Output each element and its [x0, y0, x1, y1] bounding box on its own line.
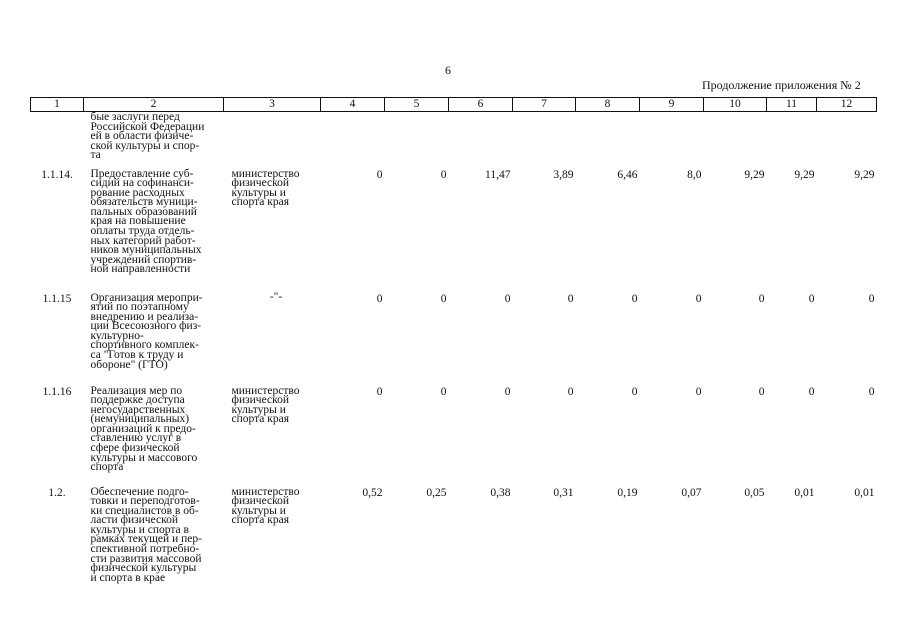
row-description: Реализация мер по поддержке доступа негосударственных (немуниципальных) организаций к предо- ставлению услуг в сфере физической культуры и массового спорта [90, 384, 198, 474]
row-value: 0,07 [681, 486, 702, 499]
column-header: 2 [84, 98, 224, 112]
appendix-continuation-label: Продолжение приложения № 2 [702, 78, 861, 92]
column-header: 3 [224, 98, 321, 112]
row-value [817, 112, 877, 167]
row-value [767, 112, 817, 167]
row-value: 0,19 [617, 486, 638, 499]
row-value: 0 [758, 292, 765, 305]
column-header: 12 [817, 98, 877, 112]
row-value: 0,01 [854, 486, 875, 499]
row-value [321, 112, 385, 167]
row-value: 0,52 [362, 486, 383, 499]
column-header: 6 [449, 98, 513, 112]
row-value [704, 112, 767, 167]
row-value: 0 [631, 292, 638, 305]
row-value: 0 [868, 292, 875, 305]
row-value: 0 [868, 385, 875, 398]
row-value: 0 [567, 292, 574, 305]
column-header: 10 [704, 98, 767, 112]
row-description: Обеспечение подго- товки и переподготов- ки специалистов в об- ласти физической культуры и спорта в рамках текущей и пер- спективной потребно- сти развития массовой физической культуры и спорта в крае [90, 485, 202, 584]
row-value: 0 [567, 385, 574, 398]
row-value: 0 [376, 168, 383, 181]
row-value: 6,46 [617, 168, 638, 181]
appendix-table [30, 97, 877, 600]
row-value [449, 112, 513, 167]
row-executor: -"- [269, 290, 283, 303]
table-row [31, 384, 877, 485]
row-id: 1.1.16 [42, 385, 72, 398]
row-executor: министерство физической культуры и спорта края [231, 167, 300, 209]
row-value: 0,05 [744, 486, 765, 499]
row-value: 9,29 [794, 168, 815, 181]
column-header: 1 [31, 98, 84, 112]
page-number: 6 [445, 63, 451, 77]
row-value: 0,25 [426, 486, 447, 499]
row-executor: министерство физической культуры и спорта края [231, 384, 300, 426]
row-id: 1.1.15 [42, 292, 72, 305]
column-header: 4 [321, 98, 385, 112]
row-value: 0,01 [794, 486, 815, 499]
row-value: 0 [695, 292, 702, 305]
table-row [31, 167, 877, 291]
row-value: 0 [504, 385, 511, 398]
row-value: 0 [376, 385, 383, 398]
column-header: 9 [640, 98, 704, 112]
row-value: 0 [440, 292, 447, 305]
row-value: 0,31 [553, 486, 574, 499]
row-id: 1.1.14. [41, 168, 73, 181]
row-value [385, 112, 449, 167]
table-row [31, 485, 877, 600]
row-value: 0 [808, 385, 815, 398]
row-value: 0 [758, 385, 765, 398]
row-value: 0 [631, 385, 638, 398]
column-header: 11 [767, 98, 817, 112]
row-value: 9,29 [744, 168, 765, 181]
row-value: 0 [440, 168, 447, 181]
row-value: 0 [504, 292, 511, 305]
table-row [31, 112, 877, 167]
row-id [31, 112, 84, 167]
column-number-header [31, 98, 877, 112]
row-description: бые заслуги перед Российской Федерации ей в области физиче- ской культуры и спор- та [90, 111, 205, 162]
row-value: 9,29 [854, 168, 875, 181]
row-executor: министерство физической культуры и спорта края [231, 485, 300, 527]
row-id: 1.2. [48, 486, 66, 499]
row-value: 0 [695, 385, 702, 398]
row-value: 3,89 [553, 168, 574, 181]
row-value: 0 [440, 385, 447, 398]
row-value: 0,38 [490, 486, 511, 499]
row-description: Предоставление суб- сидий на софинанси- рование расходных обязательств муници- пальных образований края на повышение оплаты труда отдель- ных категорий работ- ников муниципальных учреждений спортив- ной направленности [90, 167, 202, 276]
row-value [576, 112, 640, 167]
column-header: 7 [513, 98, 576, 112]
row-value: 8,0 [687, 168, 702, 181]
column-header: 5 [385, 98, 449, 112]
row-value: 0 [376, 292, 383, 305]
row-value: 0 [808, 292, 815, 305]
column-header: 8 [576, 98, 640, 112]
row-description: Организация меропри- ятий по поэтапному внедрению и реализа- ции Всесоюзного физ- культурно- спортивного комплек- са "Готов к труду и обороне" (ГТО) [90, 291, 203, 371]
row-executor [224, 112, 321, 167]
row-value: 11,47 [485, 168, 511, 181]
row-value [640, 112, 704, 167]
row-value [513, 112, 576, 167]
table-row [31, 291, 877, 384]
